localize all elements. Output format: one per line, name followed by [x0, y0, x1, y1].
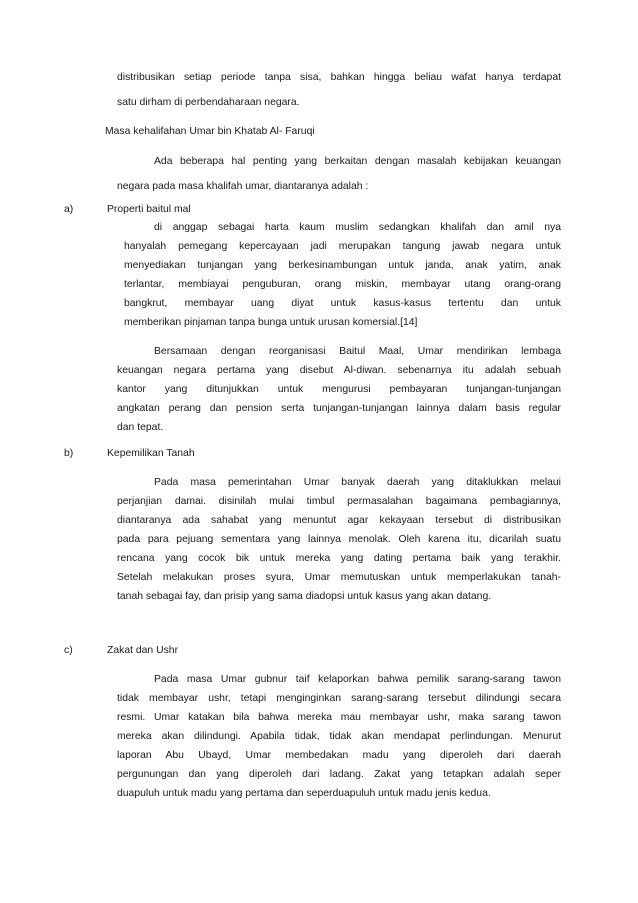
- list-marker: b): [64, 448, 74, 459]
- list-marker: a): [64, 204, 74, 215]
- text-line: tidak membayar ushr, tetapi menginginkan sarang-sarang tersebut dilindungi secara: [117, 693, 561, 704]
- text-line: di anggap sebagai harta kaum muslim sedangkan khalifah dan amil nya: [154, 222, 561, 233]
- text-line: resmi. Umar katakan bila bahwa mereka mau membayar ushr, maka sarang tawon: [117, 712, 561, 723]
- text-line: laporan Abu Ubayd, Umar membedakan madu yang diperoleh dari daerah: [117, 750, 561, 761]
- text-line: dan tepat.: [117, 422, 164, 433]
- text-line: tanah sebagai fay, dan prisip yang sama diadopsi untuk kasus yang akan datang.: [117, 591, 492, 602]
- text-line: pada para pejuang sementara yang lainnya menolak. Oleh karena itu, dicarilah suatu: [117, 534, 561, 545]
- text-line: distribusikan setiap periode tanpa sisa, bahkan hingga beliau wafat hanya terdapat: [117, 72, 561, 83]
- list-item-title: Properti baitul mal: [107, 204, 191, 215]
- text-line: Ada beberapa hal penting yang berkaitan dengan masalah kebijakan keuangan: [154, 156, 561, 167]
- text-line: Bersamaan dengan reorganisasi Baitul Maal, Umar mendirikan lembaga: [154, 346, 561, 357]
- text-line: kantor yang ditunjukkan untuk mengurusi pembayaran tunjangan-tunjangan: [117, 384, 561, 395]
- text-line: Pada masa pemerintahan Umar banyak daerah yang ditaklukkan melaui: [154, 477, 561, 488]
- list-marker: c): [64, 645, 73, 656]
- text-line: diantaranya ada sahabat yang menuntut agar kekayaan tersebut di distribusikan: [117, 515, 561, 526]
- text-line: keuangan negara pertama yang disebut Al-diwan. sebenarnya itu adalah sebuah: [117, 365, 561, 376]
- text-line: perjanjian damai. disinilah mulai timbul permasalahan bagaimana pembagiannya,: [117, 496, 561, 507]
- text-line: terlantar, membiayai penguburan, orang miskin, membayar utang orang-orang: [124, 279, 561, 290]
- list-item-title: Kepemilikan Tanah: [107, 448, 195, 459]
- text-line: angkatan perang dan pension serta tunjangan-tunjangan lainnya dalam basis regular: [117, 403, 561, 414]
- text-line: duapuluh untuk madu yang pertama dan seperduapuluh untuk madu jenis kedua.: [117, 788, 491, 799]
- text-line: pergunungan dan yang diperoleh dari ladang. Zakat yang tetapkan adalah seper: [117, 769, 561, 780]
- text-line: rencana yang cocok bik untuk mereka yang dating pertama baik yang terakhir.: [117, 553, 561, 564]
- section-heading: Masa kehalifahan Umar bin Khatab Al- Faruqi: [105, 126, 315, 137]
- text-line: Pada masa Umar gubnur taif kelaporkan bahwa pemilik sarang-sarang tawon: [154, 674, 561, 685]
- text-line: hanyalah pemegang kepercayaan jadi merupakan tangung jawab negara untuk: [124, 241, 561, 252]
- text-line: bangkrut, membayar uang diyat untuk kasus-kasus tertentu dan untuk: [124, 298, 561, 309]
- text-line: satu dirham di perbendaharaan negara.: [117, 97, 300, 108]
- text-line: memberikan pinjaman tanpa bunga untuk urusan komersial.[14]: [124, 317, 418, 328]
- text-line: menyediakan tunjangan yang berkesinambungan untuk janda, anak yatim, anak: [124, 260, 561, 271]
- list-item-title: Zakat dan Ushr: [107, 645, 179, 656]
- text-line: negara pada masa khalifah umar, diantaranya adalah :: [117, 181, 369, 192]
- text-line: Setelah melakukan proses syura, Umar memutuskan untuk memperlakukan tanah-: [117, 572, 561, 583]
- text-line: mereka akan dilindungi. Apabila tidak, tidak akan mendapat perlindungan. Menurut: [117, 731, 561, 742]
